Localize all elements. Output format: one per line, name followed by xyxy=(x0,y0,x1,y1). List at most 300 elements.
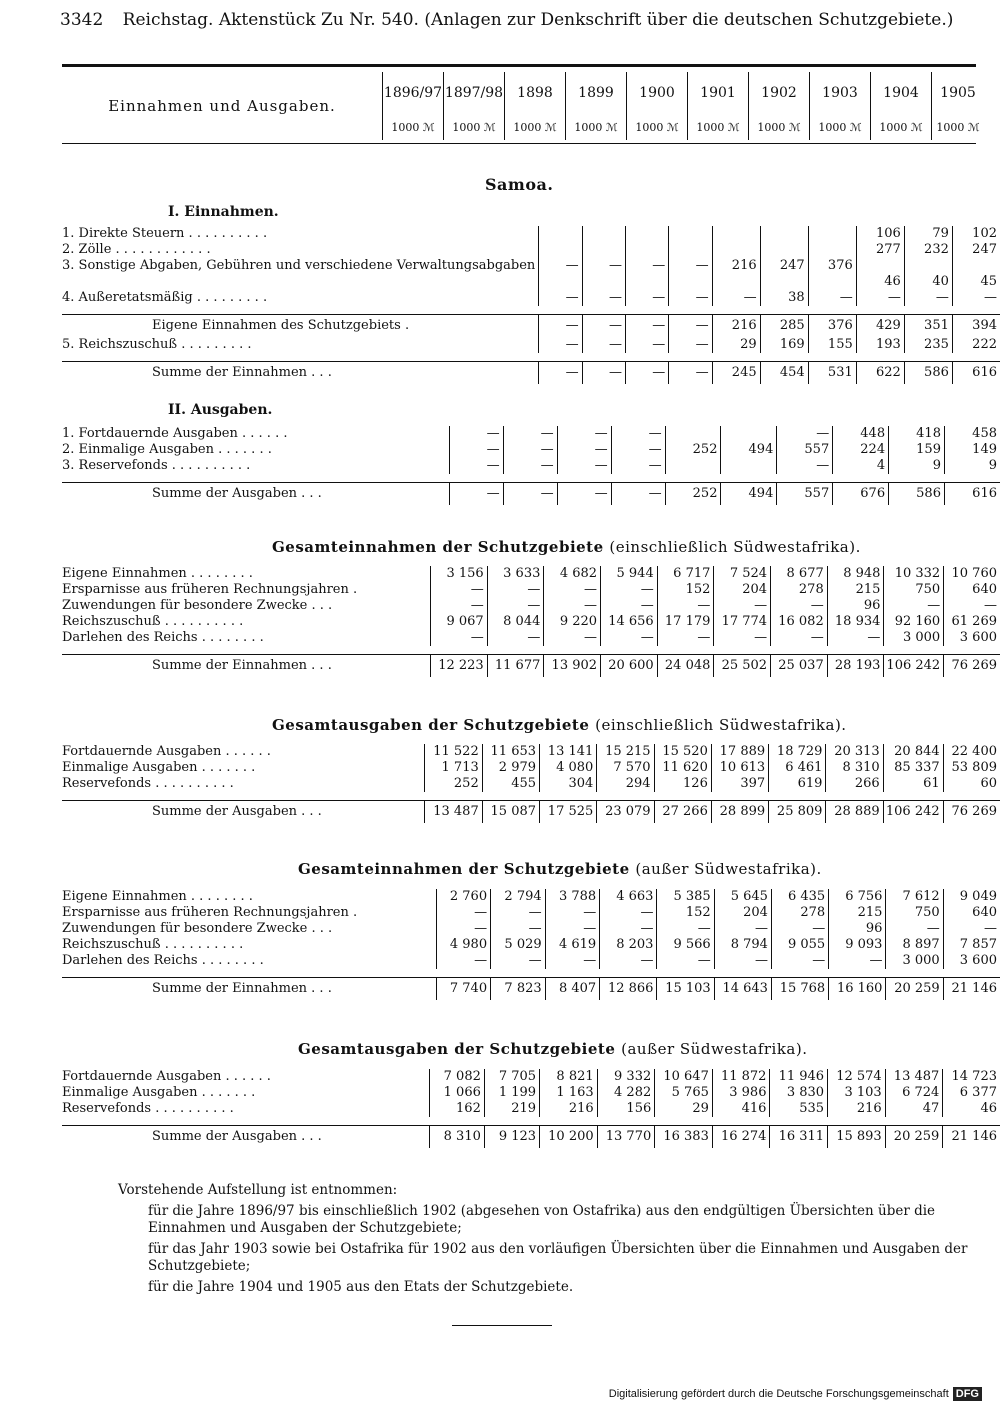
table-cell: 5 944 xyxy=(601,566,658,582)
unit-label: 1000 ℳ xyxy=(749,114,810,140)
table-cell: 266 xyxy=(826,776,883,792)
sum-cell: 28 899 xyxy=(711,801,768,824)
row-label: 1. Fortdauernde Ausgaben . . . . . . xyxy=(62,426,288,441)
table-cell: — xyxy=(611,458,665,474)
table-row xyxy=(62,258,1000,274)
table-cell: 455 xyxy=(482,776,539,792)
table-cell: 152 xyxy=(657,582,714,598)
table-cell: 278 xyxy=(771,905,828,921)
table-cell: 750 xyxy=(884,582,944,598)
sum-cell: 16 274 xyxy=(712,1126,770,1149)
total-income-incl-table xyxy=(62,566,1000,677)
row-label: Darlehen des Reichs . . . . . . . . xyxy=(62,630,264,645)
table-cell: 102 xyxy=(952,226,1000,242)
sum-cell: — xyxy=(503,483,557,506)
row-label: Eigene Einnahmen . . . . . . . . xyxy=(62,889,253,904)
table-cell: — xyxy=(669,290,712,306)
table-cell: 193 xyxy=(856,337,904,353)
table-cell: 156 xyxy=(597,1101,655,1117)
footer-text: Digitalisierung gefördert durch die Deutsche Forschungsgemeinschaft xyxy=(608,1388,949,1400)
sum-cell: 252 xyxy=(665,483,721,506)
table-cell: — xyxy=(611,442,665,458)
sum-cell: 21 146 xyxy=(943,978,1000,1001)
year-header: 1898 xyxy=(505,72,566,114)
sum-cell: 12 223 xyxy=(431,655,488,678)
notes-intro: Vorstehende Aufstellung ist entnommen: xyxy=(118,1182,398,1198)
sum-cell: 13 902 xyxy=(544,655,601,678)
table-cell xyxy=(712,226,760,242)
row-label: Eigene Einnahmen . . . . . . . . xyxy=(62,566,253,581)
table-cell xyxy=(760,274,808,290)
table-cell: 5 765 xyxy=(655,1085,713,1101)
table-cell: — xyxy=(487,630,544,646)
sum-cell: — xyxy=(669,315,712,338)
unit-label: 1000 ℳ xyxy=(505,114,566,140)
table-cell xyxy=(665,426,721,442)
sum-cell: — xyxy=(539,315,582,338)
sum-cell: — xyxy=(557,483,611,506)
notes-item: für das Jahr 1903 sowie bei Ostafrika für 1902 aus den vorläufigen Übersichten über die Einnahmen und Ausgaben der Schutzgebiete; xyxy=(148,1241,968,1274)
table-cell: 8 821 xyxy=(540,1069,598,1085)
samoa-income-table xyxy=(62,226,1000,384)
table-cell: 2 760 xyxy=(436,889,491,905)
table-cell: — xyxy=(436,905,491,921)
row-label: Summe der Ausgaben . . . xyxy=(62,801,425,824)
table-cell: 3 000 xyxy=(886,953,943,969)
table-cell: — xyxy=(491,921,546,937)
sum-cell: 20 259 xyxy=(886,978,943,1001)
table-cell: 11 872 xyxy=(712,1069,770,1085)
table-cell: 10 332 xyxy=(884,566,944,582)
section-title: Gesamtausgaben der Schutzgebiete xyxy=(272,716,590,734)
table-cell: — xyxy=(487,582,544,598)
table-cell: 3 000 xyxy=(884,630,944,646)
year-header: 1905 xyxy=(932,72,985,114)
table-cell: — xyxy=(431,582,488,598)
table-cell: — xyxy=(669,337,712,353)
table-cell: 204 xyxy=(714,905,771,921)
sum-cell: 15 087 xyxy=(482,801,539,824)
samoa-title: Samoa. xyxy=(485,175,554,194)
sum-cell: 429 xyxy=(856,315,904,338)
sum-cell: 494 xyxy=(721,483,777,506)
table-cell: 8 044 xyxy=(487,614,544,630)
row-label: Fortdauernde Ausgaben . . . . . . xyxy=(62,744,271,759)
table-cell xyxy=(539,226,582,242)
table-cell: 11 620 xyxy=(654,760,711,776)
table-cell: — xyxy=(657,921,714,937)
table-cell: 96 xyxy=(829,921,886,937)
table-cell: — xyxy=(503,426,557,442)
table-cell xyxy=(669,226,712,242)
year-header: 1896/97 xyxy=(383,72,444,114)
sum-cell: 28 193 xyxy=(827,655,884,678)
sum-cell: 454 xyxy=(760,362,808,385)
table-row xyxy=(62,582,1000,598)
table-cell: 3 788 xyxy=(545,889,600,905)
table-cell: — xyxy=(600,953,657,969)
table-cell: 7 524 xyxy=(714,566,771,582)
table-cell: 3 600 xyxy=(943,953,1000,969)
table-row xyxy=(62,566,1000,582)
table-cell: 17 179 xyxy=(657,614,714,630)
table-cell: — xyxy=(449,426,503,442)
end-rule xyxy=(452,1325,552,1326)
table-cell: — xyxy=(808,290,856,306)
table-cell: — xyxy=(487,598,544,614)
sum-cell: 7 740 xyxy=(436,978,491,1001)
table-row xyxy=(62,905,1000,921)
unit-label: 1000 ℳ xyxy=(932,114,985,140)
row-label: Einmalige Ausgaben . . . . . . . xyxy=(62,1085,256,1100)
table-cell: — xyxy=(714,598,771,614)
year-header: 1899 xyxy=(566,72,627,114)
table-cell: — xyxy=(557,458,611,474)
table-cell: 85 337 xyxy=(883,760,943,776)
table-cell: 16 082 xyxy=(771,614,828,630)
table-cell: 6 724 xyxy=(885,1085,943,1101)
table-cell: 20 313 xyxy=(826,744,883,760)
row-label: 1. Direkte Steuern . . . . . . . . . . xyxy=(62,226,268,241)
table-cell: 10 613 xyxy=(711,760,768,776)
row-label: Ersparnisse aus früheren Rechnungsjahren . xyxy=(62,582,358,597)
total-income-incl-title xyxy=(272,538,861,556)
table-cell xyxy=(721,426,777,442)
unit-label: 1000 ℳ xyxy=(627,114,688,140)
table-cell: 4 619 xyxy=(545,937,600,953)
table-cell: — xyxy=(943,921,1000,937)
year-header: 1901 xyxy=(688,72,749,114)
table-cell: 159 xyxy=(889,442,945,458)
table-row xyxy=(62,937,1000,953)
table-cell: 9 049 xyxy=(943,889,1000,905)
sum-cell: — xyxy=(669,362,712,385)
table-cell xyxy=(712,274,760,290)
table-cell: — xyxy=(539,290,582,306)
table-cell: 219 xyxy=(484,1101,539,1117)
table-cell xyxy=(904,258,952,274)
table-cell: — xyxy=(601,582,658,598)
table-cell: — xyxy=(582,258,625,274)
unit-label: 1000 ℳ xyxy=(566,114,627,140)
sum-row xyxy=(62,483,1000,506)
table-row xyxy=(62,1101,1000,1117)
column-header-label: Einnahmen und Ausgaben. xyxy=(108,97,336,115)
samoa-expense-title: II. Ausgaben. xyxy=(168,402,273,418)
table-cell: 7 857 xyxy=(943,937,1000,953)
table-row xyxy=(62,598,1000,614)
unit-label: 1000 ℳ xyxy=(871,114,932,140)
table-cell: 1 713 xyxy=(425,760,482,776)
table-cell: — xyxy=(657,953,714,969)
table-cell: 53 809 xyxy=(943,760,1000,776)
sum-cell: 9 123 xyxy=(484,1126,539,1149)
table-cell: 8 794 xyxy=(714,937,771,953)
footer xyxy=(609,1387,982,1401)
table-cell: 10 647 xyxy=(655,1069,713,1085)
table-cell: — xyxy=(503,458,557,474)
row-label: Reichszuschuß . . . . . . . . . . xyxy=(62,614,244,629)
table-cell: 4 663 xyxy=(600,889,657,905)
sum-row xyxy=(62,362,1000,385)
table-cell: — xyxy=(544,582,601,598)
row-label: Zuwendungen für besondere Zwecke . . . xyxy=(62,598,333,613)
dfg-logo: DFG xyxy=(953,1387,982,1401)
table-cell: 7 612 xyxy=(886,889,943,905)
section-title: Gesamteinnahmen der Schutzgebiete xyxy=(298,860,630,878)
sum-cell: 15 768 xyxy=(771,978,828,1001)
table-cell: — xyxy=(669,258,712,274)
table-cell: 11 946 xyxy=(770,1069,828,1085)
notes-item: für die Jahre 1896/97 bis einschließlich 1902 (abgesehen von Ostafrika) aus den endgültigen Übersichten über die Einnahmen und Ausgaben der Schutzgebiete; xyxy=(148,1203,936,1236)
table-row xyxy=(62,1085,1000,1101)
page-header xyxy=(60,10,953,30)
row-label: Summe der Ausgaben . . . xyxy=(62,483,449,506)
table-cell: 235 xyxy=(904,337,952,353)
sum-cell: 76 269 xyxy=(944,655,1000,678)
table-cell: 61 xyxy=(883,776,943,792)
samoa-expense-table xyxy=(62,426,1000,505)
table-cell: 5 029 xyxy=(491,937,546,953)
table-cell: — xyxy=(545,953,600,969)
sum-cell: 16 311 xyxy=(770,1126,828,1149)
table-cell: — xyxy=(503,442,557,458)
table-cell xyxy=(625,226,668,242)
table-cell: 1 066 xyxy=(429,1085,484,1101)
table-cell: — xyxy=(714,921,771,937)
table-cell: — xyxy=(714,953,771,969)
table-cell xyxy=(625,242,668,258)
table-cell: 29 xyxy=(655,1101,713,1117)
year-header: 1900 xyxy=(627,72,688,114)
sum-cell: — xyxy=(625,362,668,385)
table-row xyxy=(62,242,1000,258)
sum-cell: 351 xyxy=(904,315,952,338)
sum-cell: 27 266 xyxy=(654,801,711,824)
sum-cell: 586 xyxy=(889,483,945,506)
table-cell: 294 xyxy=(597,776,654,792)
table-cell: 8 897 xyxy=(886,937,943,953)
table-cell: 7 570 xyxy=(597,760,654,776)
sum-row xyxy=(62,1126,1000,1149)
sum-cell: 15 103 xyxy=(657,978,714,1001)
table-cell: 4 xyxy=(833,458,889,474)
table-cell: — xyxy=(884,598,944,614)
row-label: 2. Zölle . . . . . . . . . . . . xyxy=(62,242,211,257)
table-cell: 3 103 xyxy=(828,1085,886,1101)
table-row xyxy=(62,290,1000,306)
sum-cell: 14 643 xyxy=(714,978,771,1001)
table-cell xyxy=(712,242,760,258)
table-cell: 2 979 xyxy=(482,760,539,776)
table-cell: 9 220 xyxy=(544,614,601,630)
sum-cell: 21 146 xyxy=(943,1126,1000,1149)
table-cell: 216 xyxy=(540,1101,598,1117)
table-cell: — xyxy=(449,458,503,474)
row-label: Summe der Ausgaben . . . xyxy=(62,1126,429,1149)
sum-cell: — xyxy=(582,315,625,338)
table-cell: 640 xyxy=(943,905,1000,921)
table-cell xyxy=(625,274,668,290)
table-cell: 9 067 xyxy=(431,614,488,630)
table-cell: 4 282 xyxy=(597,1085,655,1101)
table-cell: 8 677 xyxy=(771,566,828,582)
table-cell: — xyxy=(431,630,488,646)
table-cell: 15 520 xyxy=(654,744,711,760)
total-income-excl-title xyxy=(298,860,822,878)
table-cell: 9 093 xyxy=(829,937,886,953)
table-row xyxy=(62,921,1000,937)
sum-cell: 622 xyxy=(856,362,904,385)
table-cell: — xyxy=(601,598,658,614)
table-cell: 8 203 xyxy=(600,937,657,953)
table-cell: — xyxy=(886,921,943,937)
sum-cell: 10 200 xyxy=(540,1126,598,1149)
table-row xyxy=(62,1069,1000,1085)
row-label: Ersparnisse aus früheren Rechnungsjahren . xyxy=(62,905,358,920)
sum-cell: 28 889 xyxy=(826,801,883,824)
table-cell: 14 723 xyxy=(943,1069,1000,1085)
table-cell xyxy=(760,242,808,258)
row-label: 3. Reservefonds . . . . . . . . . . xyxy=(62,458,251,473)
table-cell: 247 xyxy=(952,242,1000,258)
table-cell xyxy=(760,226,808,242)
table-cell: — xyxy=(582,337,625,353)
row-label: 3. Sonstige Abgaben, Gebühren und verschiedene Verwaltungsabgaben xyxy=(62,258,536,273)
table-cell: — xyxy=(544,598,601,614)
sum-cell: 20 600 xyxy=(601,655,658,678)
table-cell: 5 385 xyxy=(657,889,714,905)
table-cell: 45 xyxy=(952,274,1000,290)
table-cell: 224 xyxy=(833,442,889,458)
table-cell: 1 163 xyxy=(540,1085,598,1101)
table-cell: 376 xyxy=(808,258,856,274)
table-cell: 38 xyxy=(760,290,808,306)
column-header xyxy=(62,72,984,140)
top-rule xyxy=(62,64,976,67)
table-cell: 247 xyxy=(760,258,808,274)
table-cell: 1 199 xyxy=(484,1085,539,1101)
unit-label: 1000 ℳ xyxy=(444,114,505,140)
section-subtitle: (außer Südwestafrika). xyxy=(635,860,822,878)
sum-cell: 216 xyxy=(712,315,760,338)
table-row xyxy=(62,776,1000,792)
table-cell: 6 717 xyxy=(657,566,714,582)
table-cell: — xyxy=(431,598,488,614)
table-cell xyxy=(856,258,904,274)
total-expense-incl-table xyxy=(62,744,1000,823)
table-cell: — xyxy=(625,290,668,306)
table-cell: 40 xyxy=(904,274,952,290)
sum-cell: 531 xyxy=(808,362,856,385)
sum-cell: 8 407 xyxy=(545,978,600,1001)
table-cell: 3 986 xyxy=(712,1085,770,1101)
table-cell: — xyxy=(771,630,828,646)
row-label: Summe der Einnahmen . . . xyxy=(62,362,539,385)
sum-row xyxy=(62,978,1000,1001)
table-cell: — xyxy=(771,953,828,969)
table-cell: 458 xyxy=(944,426,1000,442)
table-cell: 252 xyxy=(425,776,482,792)
table-row xyxy=(62,426,1000,442)
table-cell: — xyxy=(657,598,714,614)
table-cell: — xyxy=(771,921,828,937)
table-cell: 619 xyxy=(769,776,826,792)
table-cell: 9 xyxy=(944,458,1000,474)
sum-cell: 285 xyxy=(760,315,808,338)
table-cell: 29 xyxy=(712,337,760,353)
row-label: Zuwendungen für besondere Zwecke . . . xyxy=(62,921,333,936)
table-cell: — xyxy=(827,630,884,646)
year-header: 1897/98 xyxy=(444,72,505,114)
table-cell: — xyxy=(557,442,611,458)
source-notes xyxy=(118,1182,978,1300)
sum-cell: 13 487 xyxy=(425,801,482,824)
table-cell xyxy=(721,458,777,474)
row-label: Eigene Einnahmen des Schutzgebiets . xyxy=(62,315,539,338)
table-row xyxy=(62,274,1000,290)
table-cell: 18 729 xyxy=(769,744,826,760)
table-cell: — xyxy=(436,921,491,937)
row-label: Reservefonds . . . . . . . . . . xyxy=(62,1101,234,1116)
sum-cell: 8 310 xyxy=(429,1126,484,1149)
row-label: Reservefonds . . . . . . . . . . xyxy=(62,776,234,791)
row-label: Summe der Einnahmen . . . xyxy=(62,978,436,1001)
table-cell: 17 889 xyxy=(711,744,768,760)
table-cell: 169 xyxy=(760,337,808,353)
table-cell: 222 xyxy=(952,337,1000,353)
table-cell: — xyxy=(625,337,668,353)
table-row xyxy=(62,744,1000,760)
section-title: Gesamtausgaben der Schutzgebiete xyxy=(298,1040,616,1058)
unit-label: 1000 ℳ xyxy=(383,114,444,140)
table-cell: 79 xyxy=(904,226,952,242)
table-cell: 96 xyxy=(827,598,884,614)
table-cell xyxy=(539,274,582,290)
table-row xyxy=(62,614,1000,630)
table-cell: — xyxy=(625,258,668,274)
table-cell: 46 xyxy=(856,274,904,290)
notes-item: für die Jahre 1904 und 1905 aus den Etats der Schutzgebiete. xyxy=(148,1279,574,1295)
row-label: Einmalige Ausgaben . . . . . . . xyxy=(62,760,256,775)
total-income-excl-table xyxy=(62,889,1000,1000)
table-cell: 3 633 xyxy=(487,566,544,582)
table-cell: 277 xyxy=(856,242,904,258)
table-cell: — xyxy=(545,921,600,937)
table-cell: — xyxy=(544,630,601,646)
table-cell xyxy=(582,242,625,258)
sum-cell: 20 259 xyxy=(885,1126,943,1149)
sum-row xyxy=(62,801,1000,824)
table-cell: 416 xyxy=(712,1101,770,1117)
table-cell: 149 xyxy=(944,442,1000,458)
table-cell: 14 656 xyxy=(601,614,658,630)
table-cell: — xyxy=(771,598,828,614)
table-cell: 494 xyxy=(721,442,777,458)
table-cell: 60 xyxy=(943,776,1000,792)
table-cell: — xyxy=(600,905,657,921)
table-cell xyxy=(669,242,712,258)
section-subtitle: (außer Südwestafrika). xyxy=(621,1040,808,1058)
table-cell: 9 332 xyxy=(597,1069,655,1085)
table-cell: 278 xyxy=(771,582,828,598)
table-row xyxy=(62,760,1000,776)
header-rule xyxy=(62,143,976,144)
table-cell: — xyxy=(777,458,833,474)
table-cell: — xyxy=(712,290,760,306)
table-row xyxy=(62,226,1000,242)
table-cell: 92 160 xyxy=(884,614,944,630)
